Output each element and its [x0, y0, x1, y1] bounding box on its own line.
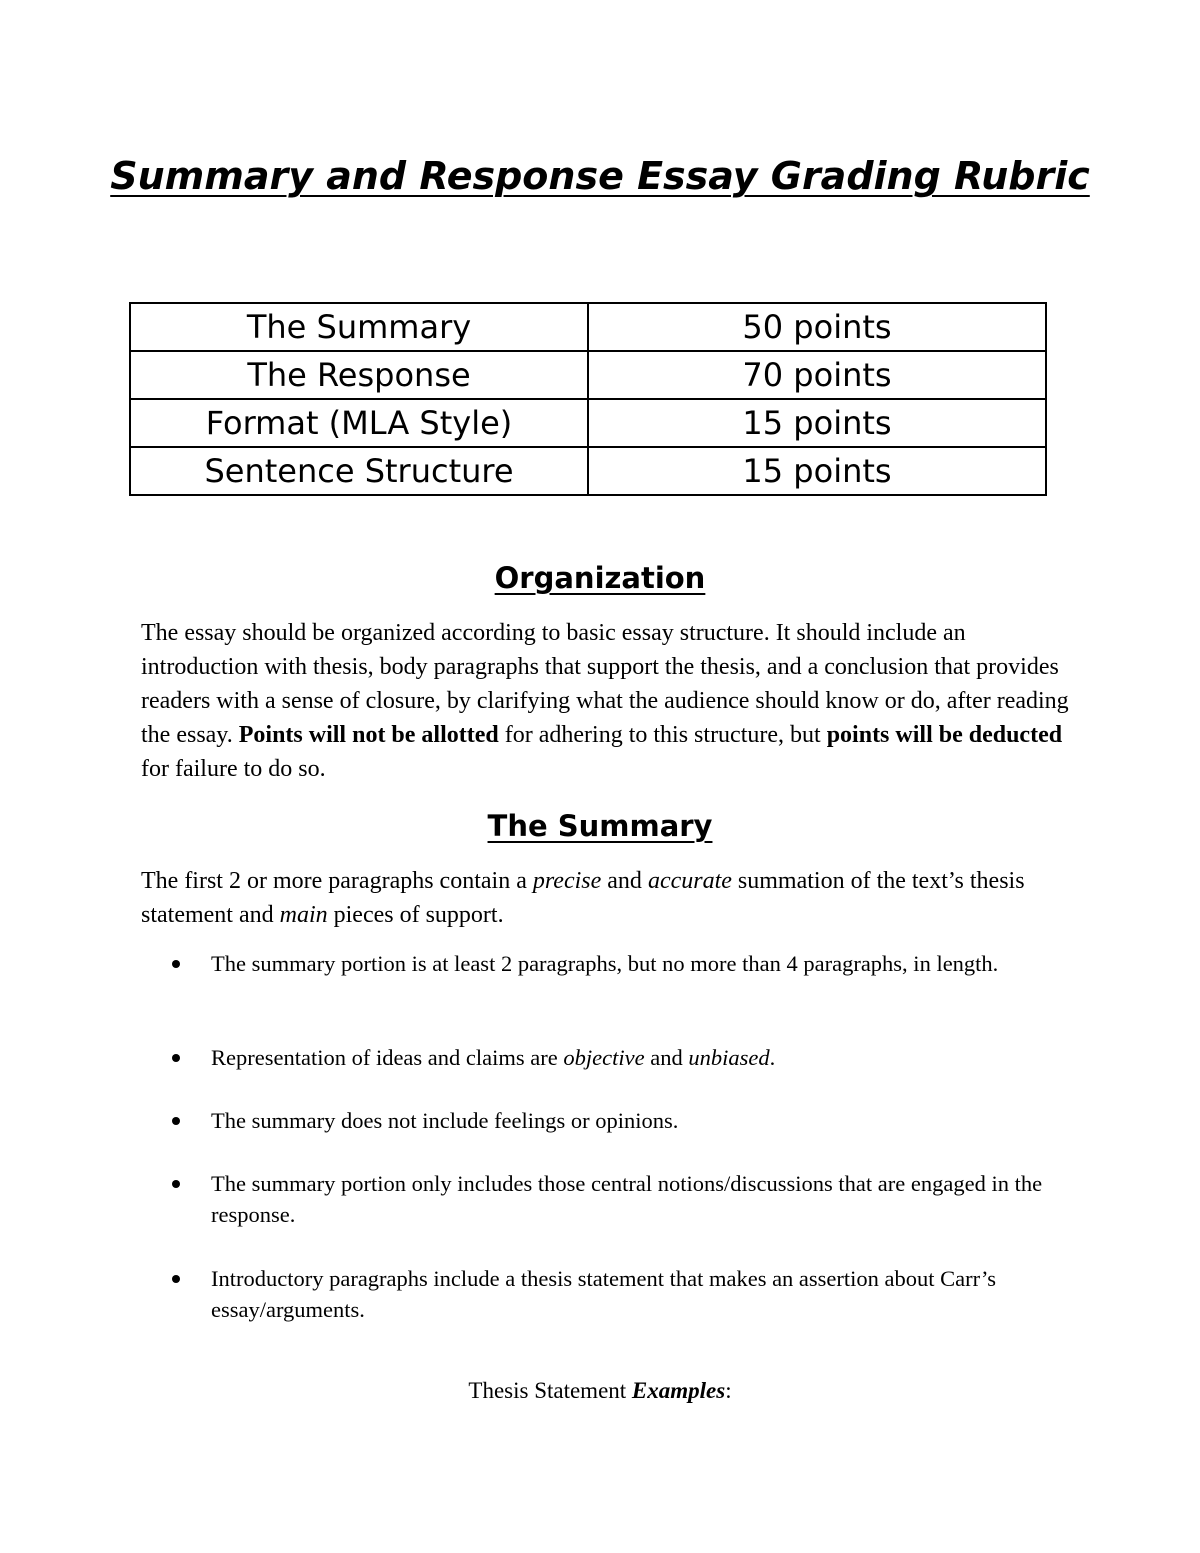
- page-title: [0, 150, 1200, 202]
- thesis-label-emphasis: Examples: [631, 1378, 726, 1403]
- table-row: [130, 447, 1046, 495]
- list-item-emphasis: objective: [563, 1045, 645, 1070]
- list-item-text: Representation of ideas and claims are: [211, 1045, 564, 1070]
- rubric-points-cell: 15 points: [588, 447, 1046, 495]
- rubric-item-cell: Sentence Structure: [130, 447, 588, 495]
- table-row: [130, 351, 1046, 399]
- bullet-icon: [172, 1054, 180, 1062]
- list-item-text: and: [644, 1045, 689, 1070]
- rubric-table: [129, 302, 1047, 496]
- bullet-icon: [172, 1180, 180, 1188]
- list-item: [211, 1105, 1051, 1136]
- organization-text: for failure to do so.: [141, 756, 326, 782]
- list-item-emphasis: unbiased: [688, 1045, 770, 1070]
- page-title-text: Summary and Response Essay Grading Rubric: [110, 154, 1090, 198]
- table-row: [130, 399, 1046, 447]
- summary-intro-emphasis: precise: [532, 868, 602, 894]
- list-item: [211, 1168, 1051, 1230]
- rubric-points-cell: 50 points: [588, 303, 1046, 351]
- thesis-label-colon: :: [725, 1378, 732, 1403]
- list-item-text: Introductory paragraphs include a thesis statement that makes an assertion about Carr’s essay/arguments.: [211, 1266, 996, 1322]
- organization-text: The essay should be organized according to basic essay structure. It should include an introduction with thesis, body paragraphs that support the thesis, and a conclusion that provides readers with a sense of closure, by clarifying what the audience should know or do, after reading the essay.: [141, 620, 1069, 748]
- summary-heading-text: The Summary: [487, 809, 713, 843]
- organization-paragraph: [141, 616, 1071, 786]
- rubric-points-cell: 70 points: [588, 351, 1046, 399]
- summary-intro-paragraph: [141, 864, 1071, 932]
- organization-bold-text: Points will not be allotted: [238, 722, 499, 748]
- organization-text: for adhering to this structure, but: [498, 722, 827, 748]
- summary-intro-emphasis: main: [279, 902, 328, 928]
- summary-heading: [0, 806, 1200, 846]
- organization-bold-text: points will be deducted: [826, 722, 1063, 748]
- summary-intro-text: The first 2 or more paragraphs contain a: [141, 868, 533, 894]
- bullet-icon: [172, 1117, 180, 1125]
- rubric-item-cell: Format (MLA Style): [130, 399, 588, 447]
- thesis-examples-label: [0, 1375, 1200, 1407]
- organization-heading-text: Organization: [494, 561, 706, 595]
- list-item-text: The summary portion only includes those central notions/discussions that are engaged in the response.: [211, 1171, 1043, 1227]
- list-item-text: .: [769, 1045, 776, 1070]
- list-item: [211, 1042, 1051, 1073]
- rubric-item-cell: The Summary: [130, 303, 588, 351]
- thesis-label-text: Thesis Statement: [468, 1378, 632, 1403]
- summary-intro-text: pieces of support.: [327, 902, 504, 928]
- list-item: [211, 1263, 1051, 1325]
- summary-intro-text: summation of the text’s thesis statement and: [141, 868, 1025, 928]
- organization-heading: [0, 558, 1200, 598]
- rubric-item-cell: The Response: [130, 351, 588, 399]
- list-item-text: The summary portion is at least 2 paragraphs, but no more than 4 paragraphs, in length.: [211, 951, 999, 976]
- table-row: [130, 303, 1046, 351]
- summary-intro-text: and: [601, 868, 648, 894]
- rubric-points-cell: 15 points: [588, 399, 1046, 447]
- list-item-text: The summary does not include feelings or opinions.: [211, 1108, 679, 1133]
- list-item: [211, 948, 1051, 979]
- summary-intro-emphasis: accurate: [647, 868, 732, 894]
- bullet-icon: [172, 1275, 180, 1283]
- bullet-icon: [172, 960, 180, 968]
